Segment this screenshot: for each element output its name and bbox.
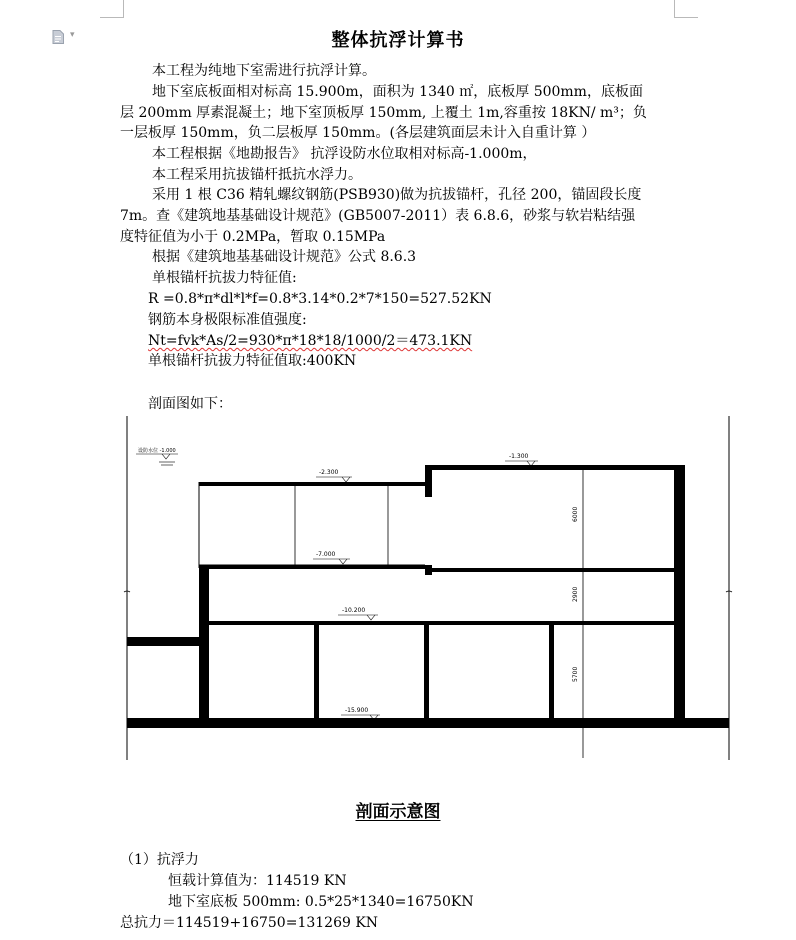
dimension-label: 5700 xyxy=(572,666,579,682)
svg-text:-10.200: -10.200 xyxy=(342,607,366,614)
text-line: 采用 1 根 C36 精轧螺纹钢筋(PSB930)做为抗拔锚杆，孔径 200，锚固段长度 xyxy=(152,187,642,203)
dimension-label: 2900 xyxy=(572,586,579,602)
formula-line: R =0.8*π*dl*l*f=0.8*3.14*0.2*7*150=527.52KN xyxy=(148,291,492,307)
level-label xyxy=(505,453,538,466)
svg-text:-15.900: -15.900 xyxy=(345,707,369,714)
text-line: 地下室底板面相对标高 15.900m，面积为 1340 ㎡，底板厚 500mm，底板面 xyxy=(152,84,643,100)
text-line: 层 200mm 厚素混凝土；地下室顶板厚 150mm, 上覆土 1m,容重按 18KN/ m³；负 xyxy=(120,105,647,121)
section-drawing xyxy=(0,410,796,765)
crop-mark-top-left-h xyxy=(100,17,124,18)
dimension-label: 6000 xyxy=(572,506,579,522)
crop-mark-top-left-v xyxy=(123,0,124,18)
crop-mark-top-right-h xyxy=(674,17,698,18)
svg-text:设防水位 -1.000: 设防水位 -1.000 xyxy=(138,448,176,454)
text-line: 7m。查《建筑地基基础设计规范》(GB5007-2011）表 6.8.6，砂浆与软岩粘结强 xyxy=(120,208,636,224)
svg-text:-1.300: -1.300 xyxy=(509,453,529,460)
formula-line: Nt=fvk*As/2=930*π*18*18/1000/2＝473.1KN xyxy=(148,333,473,349)
text-line: 单根锚杆抗拔力特征值取:400KN xyxy=(148,353,357,369)
level-label xyxy=(316,469,352,482)
text-line: 恒载计算值为：114519 KN xyxy=(168,873,347,889)
text-line: 本工程根据《地勘报告》 抗浮设防水位取相对标高-1.000m， xyxy=(152,146,537,162)
text-line: 地下室底板 500mm: 0.5*25*1340=16750KN xyxy=(168,894,474,910)
text-line: 本工程为纯地下室需进行抗浮计算。 xyxy=(152,63,376,79)
text-line: 单根锚杆抗拔力特征值: xyxy=(152,270,297,286)
section-heading: （1）抗浮力 xyxy=(120,852,199,868)
doc-title: 整体抗浮计算书 xyxy=(331,30,465,51)
figure-caption: 剖面示意图 xyxy=(355,802,441,822)
text-line: 总抗力＝114519+16750=131269 KN xyxy=(120,915,379,931)
crop-mark-top-right-v xyxy=(674,0,675,18)
chevron-down-icon[interactable]: ▾ xyxy=(70,30,75,40)
text-line: 剖面图如下： xyxy=(148,396,232,412)
text-line: 根据《建筑地基基础设计规范》公式 8.6.3 xyxy=(152,249,417,265)
svg-text:-2.300: -2.300 xyxy=(319,469,339,476)
text-line: 一层板厚 150mm，负二层板厚 150mm。(各层建筑面层未计入自重计算 ） xyxy=(120,125,596,141)
text-line: 钢筋本身极限标准值强度: xyxy=(148,312,307,328)
level-label xyxy=(338,607,378,620)
text-line: 本工程采用抗拔锚杆抵抗水浮力。 xyxy=(152,167,362,183)
svg-text:-7.000: -7.000 xyxy=(316,551,336,558)
water-level-marker xyxy=(136,447,178,465)
text-line: 度特征值为小于 0.2MPa，暂取 0.15MPa xyxy=(120,229,386,245)
level-label xyxy=(313,551,350,564)
